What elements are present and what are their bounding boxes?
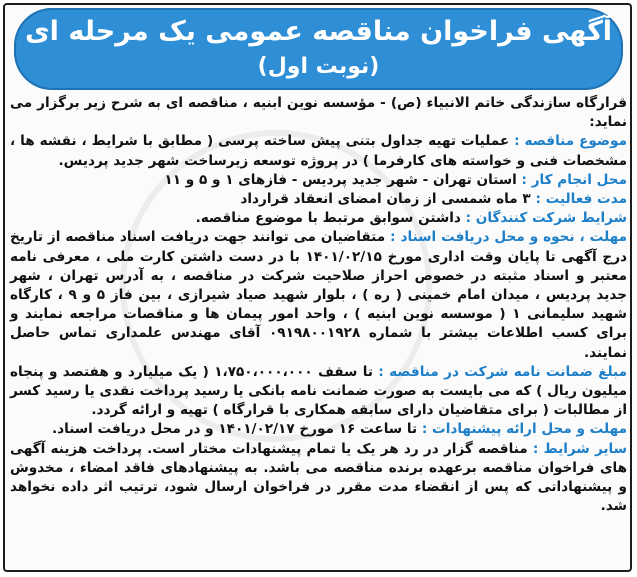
section-label: شرایط شرکت کنندگان : (465, 210, 627, 227)
section-text: استان تهران - شهر جدید پردیس - فازهای ۱ و ۵ و ۱۱ (164, 171, 517, 188)
section-text: ۳ ماه شمسی از زمان امضای انعقاد قرارداد (240, 191, 531, 208)
section-duration (10, 190, 627, 209)
section-participants (10, 209, 627, 228)
section-text: عملیات تهیه جداول بتنی پیش ساخته پرسی ( مطابق با شرایط ، نقشه ها ، مشخصات فنی و خواسته های کارفرما ) در پروژه توسعه زیرساخت شهر جدید پردیس. (10, 133, 627, 169)
section-label: محل انجام کار : (521, 171, 627, 188)
section-other-terms (10, 440, 627, 517)
section-label: مدت فعالیت : (535, 191, 627, 208)
section-label: مهلت ، نحوه و محل دریافت اسناد : (390, 229, 628, 246)
ad-header (14, 8, 623, 90)
section-location (10, 171, 627, 190)
intro-text: قرارگاه سازندگی خاتم الانبیاء (ص) - مؤسسه نوین ابنیه ، مناقصه ای به شرح زیر برگزار می نماید: (10, 95, 627, 131)
ad-body (10, 94, 627, 566)
section-guarantee (10, 363, 627, 421)
section-documents (10, 228, 627, 362)
ad-subtitle: (نوبت اول) (257, 54, 380, 79)
section-text: مناقصه گزار در رد هر یک یا تمام پیشنهادات مختار است. پرداخت هزینه آگهی های فراخوان مناقصه برعهده برنده مناقصه می باشد. به پیشنهادهای فاقد امضاء ، مخدوش و پیشنهاداتی که پس از انقضاء مدت مقرر در فراخوان ارسال شود، ترتیب اثر داده نخواهد شد. (10, 440, 627, 515)
section-label: موضوع مناقصه : (514, 133, 627, 150)
section-label: مبلغ ضمانت نامه شرکت در مناقصه : (378, 363, 628, 380)
section-text: تا سقف ۱،۷۵۰،۰۰۰،۰۰۰ ( یک میلیارد و هفتصد و پنجاه میلیون ریال ) که می بایست به صورت ضمانت نامه بانکی یا رسید پرداخت نقدی یا رسید کسر از مطالبات ( برای متقاضیان دارای سابقه همکاری با قرارگاه ) تهیه و ارائه گردد. (10, 363, 627, 419)
section-text: داشتن سوابق مرتبط با موضوع مناقصه. (195, 210, 461, 227)
section-text: تا ساعت ۱۶ مورخ ۱۴۰۱/۰۲/۱۷ و در محل دریافت اسناد. (51, 421, 418, 438)
section-label: مهلت و محل ارائه پیشنهادات : (421, 421, 627, 438)
section-deadline (10, 420, 627, 439)
section-label: سایر شرایط : (532, 440, 628, 457)
ad-title: آگهی فراخوان مناقصه عمومی یک مرحله ای (24, 16, 613, 47)
section-subject (10, 132, 627, 170)
section-text: متقاضیان می توانند جهت دریافت اسناد مناقصه از تاریخ درج آگهی تا پایان وقت اداری مورخ ۱۴۰۱/۰۲/۱۵ با در دست داشتن کارت ملی ، معرفی نامه معتبر و اسناد مثبته در خصوص احراز صلاحیت شرکت در مناقصه ، به آدرس تهران ، شهر جدید پردیس ، میدان امام خمینی ( ره ) ، بلوار شهید صیاد شیرازی ، بین فاز ۵ و ۹ ، کارگاه شهید سلیمانی ۱ ( موسسه نوین ابنیه ) ، واحد امور پیمان ها و مناقصات مراجعه نمایند و برای کسب اطلاعات بیشتر با شماره ۰۹۱۹۸۰۰۱۹۲۸ آقای مهندس علمداری تماس حاصل نمایند. (10, 229, 628, 361)
